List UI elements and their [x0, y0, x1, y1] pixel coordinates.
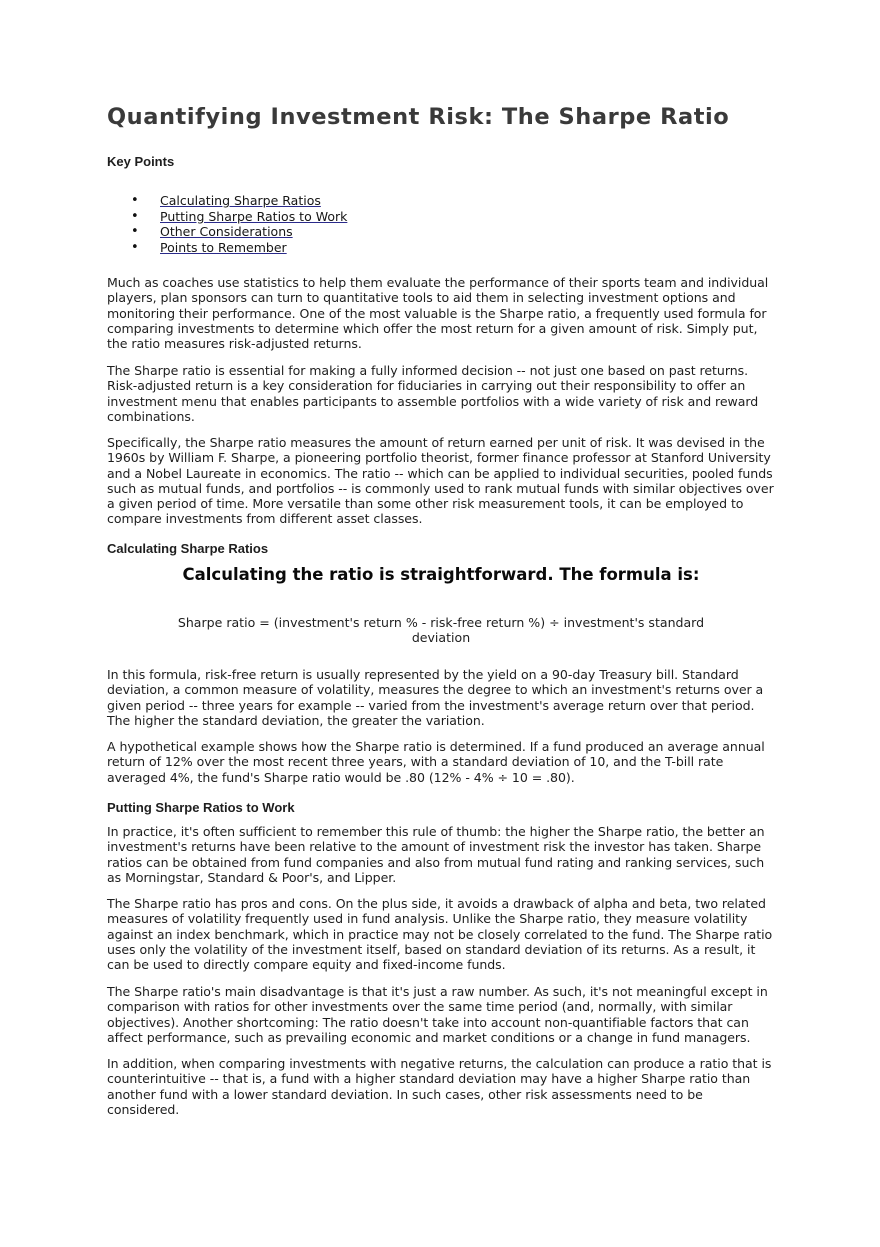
bullet-icon: • — [131, 239, 139, 255]
key-points-heading: Key Points — [107, 154, 175, 169]
body-paragraph: A hypothetical example shows how the Sharpe ratio is determined. If a fund produced an average annual return of 12% over the most recent three years, with a standard deviation of 10, and the T-bill rate averaged 4%, the fund's Sharpe ratio would be .80 (12% - 4% ÷ 10 = .80). — [107, 739, 765, 785]
body-paragraph: Much as coaches use statistics to help them evaluate the performance of their sports team and individual players, plan sponsors can turn to quantitative tools to aid them in selecting investment options and monitoring their performance. One of the most valuable is the Sharpe ratio, a frequently used formula for comparing investments to determine which offer the most return for a given amount of risk. Simply put, the ratio measures risk-adjusted returns. — [107, 275, 769, 352]
list-item — [107, 224, 347, 240]
body-paragraph: In practice, it's often sufficient to remember this rule of thumb: the higher the Sharpe ratio, the better an investment's returns have been relative to the amount of investment risk the investor has taken. Sharpe ratios can be obtained from fund companies and also from mutual fund rating and ranking services, such as Morningstar, Standard & Poor's, and Lipper. — [107, 824, 765, 885]
putting-paragraph-4 — [107, 1056, 775, 1117]
putting-paragraph-3 — [107, 984, 775, 1045]
putting-paragraph-2 — [107, 896, 775, 972]
section-heading-calculating: Calculating Sharpe Ratios — [107, 541, 269, 556]
bullet-icon: • — [131, 208, 139, 224]
link-calculating-sharpe-ratios[interactable]: Calculating Sharpe Ratios — [160, 193, 321, 208]
body-paragraph: In this formula, risk-free return is usually represented by the yield on a 90-day Treasury bill. Standard deviation, a common measure of volatility, measures the degree to which an investment's returns over a given period -- three years for example -- varied from the investment's average return over that period. The higher the standard deviation, the greater the variation. — [107, 667, 764, 728]
formula-intro: Calculating the ratio is straightforward. The formula is: — [182, 565, 700, 584]
section-heading-putting: Putting Sharpe Ratios to Work — [107, 800, 295, 815]
intro-paragraph-2 — [107, 363, 775, 424]
intro-paragraph-1 — [107, 275, 775, 351]
calculating-paragraph-2 — [107, 739, 775, 785]
link-putting-sharpe-ratios-to-work[interactable]: Putting Sharpe Ratios to Work — [160, 208, 348, 224]
page-title: Quantifying Investment Risk: The Sharpe Ratio — [107, 104, 730, 130]
list-item — [107, 193, 347, 209]
bullet-icon: • — [131, 224, 139, 239]
sharpe-formula: Sharpe ratio = (investment's return % - risk-free return %) ÷ investment's standard deviation — [177, 615, 705, 646]
putting-paragraph-1 — [107, 824, 775, 885]
list-item — [107, 209, 347, 225]
body-paragraph: The Sharpe ratio's main disadvantage is that it's just a raw number. As such, it's not meaningful except in comparison with ratios for other investments over the same time period (and, normally, with similar objectives). Another shortcoming: The ratio doesn't take into account non-quantifiable factors that can affect performance, such as prevailing economic and market conditions or a change in fund managers. — [107, 984, 768, 1045]
calculating-paragraph-1 — [107, 667, 775, 728]
key-points-list — [107, 193, 347, 255]
link-points-to-remember[interactable]: Points to Remember — [160, 239, 287, 255]
bullet-icon: • — [131, 193, 139, 208]
list-item — [107, 240, 347, 256]
link-other-considerations[interactable]: Other Considerations — [160, 224, 293, 239]
body-paragraph: The Sharpe ratio has pros and cons. On the plus side, it avoids a drawback of alpha and beta, two related measures of volatility frequently used in fund analysis. Unlike the Sharpe ratio, they measure volatility against an index benchmark, which in practice may not be closely correlated to the fund. The Sharpe ratio uses only the volatility of the investment itself, based on standard deviation of its returns. As a result, it can be used to directly compare equity and fixed-income funds. — [107, 896, 773, 973]
body-paragraph: The Sharpe ratio is essential for making a fully informed decision -- not just one based on past returns. Risk-adjusted return is a key consideration for fiduciaries in carrying out their responsibility to offer an investment menu that enables participants to assemble portfolios with a wide variety of risk and reward combinations. — [107, 363, 759, 424]
intro-paragraph-3 — [107, 435, 775, 527]
body-paragraph: In addition, when comparing investments with negative returns, the calculation can produce a ratio that is counterintuitive -- that is, a fund with a higher standard deviation may have a higher Sharpe ratio than another fund with a lower standard deviation. In such cases, other risk assessments need to be considered. — [107, 1056, 772, 1117]
body-paragraph: Specifically, the Sharpe ratio measures the amount of return earned per unit of risk. It was devised in the 1960s by William F. Sharpe, a pioneering portfolio theorist, former finance professor at Stanford University and a Nobel Laureate in economics. The ratio -- which can be applied to individual securities, pooled funds such as mutual funds, and portfolios -- is commonly used to rank mutual funds with similar objectives over a given period of time. More versatile than some other risk measurement tools, it can be employed to compare investments from different asset classes. — [107, 435, 774, 527]
